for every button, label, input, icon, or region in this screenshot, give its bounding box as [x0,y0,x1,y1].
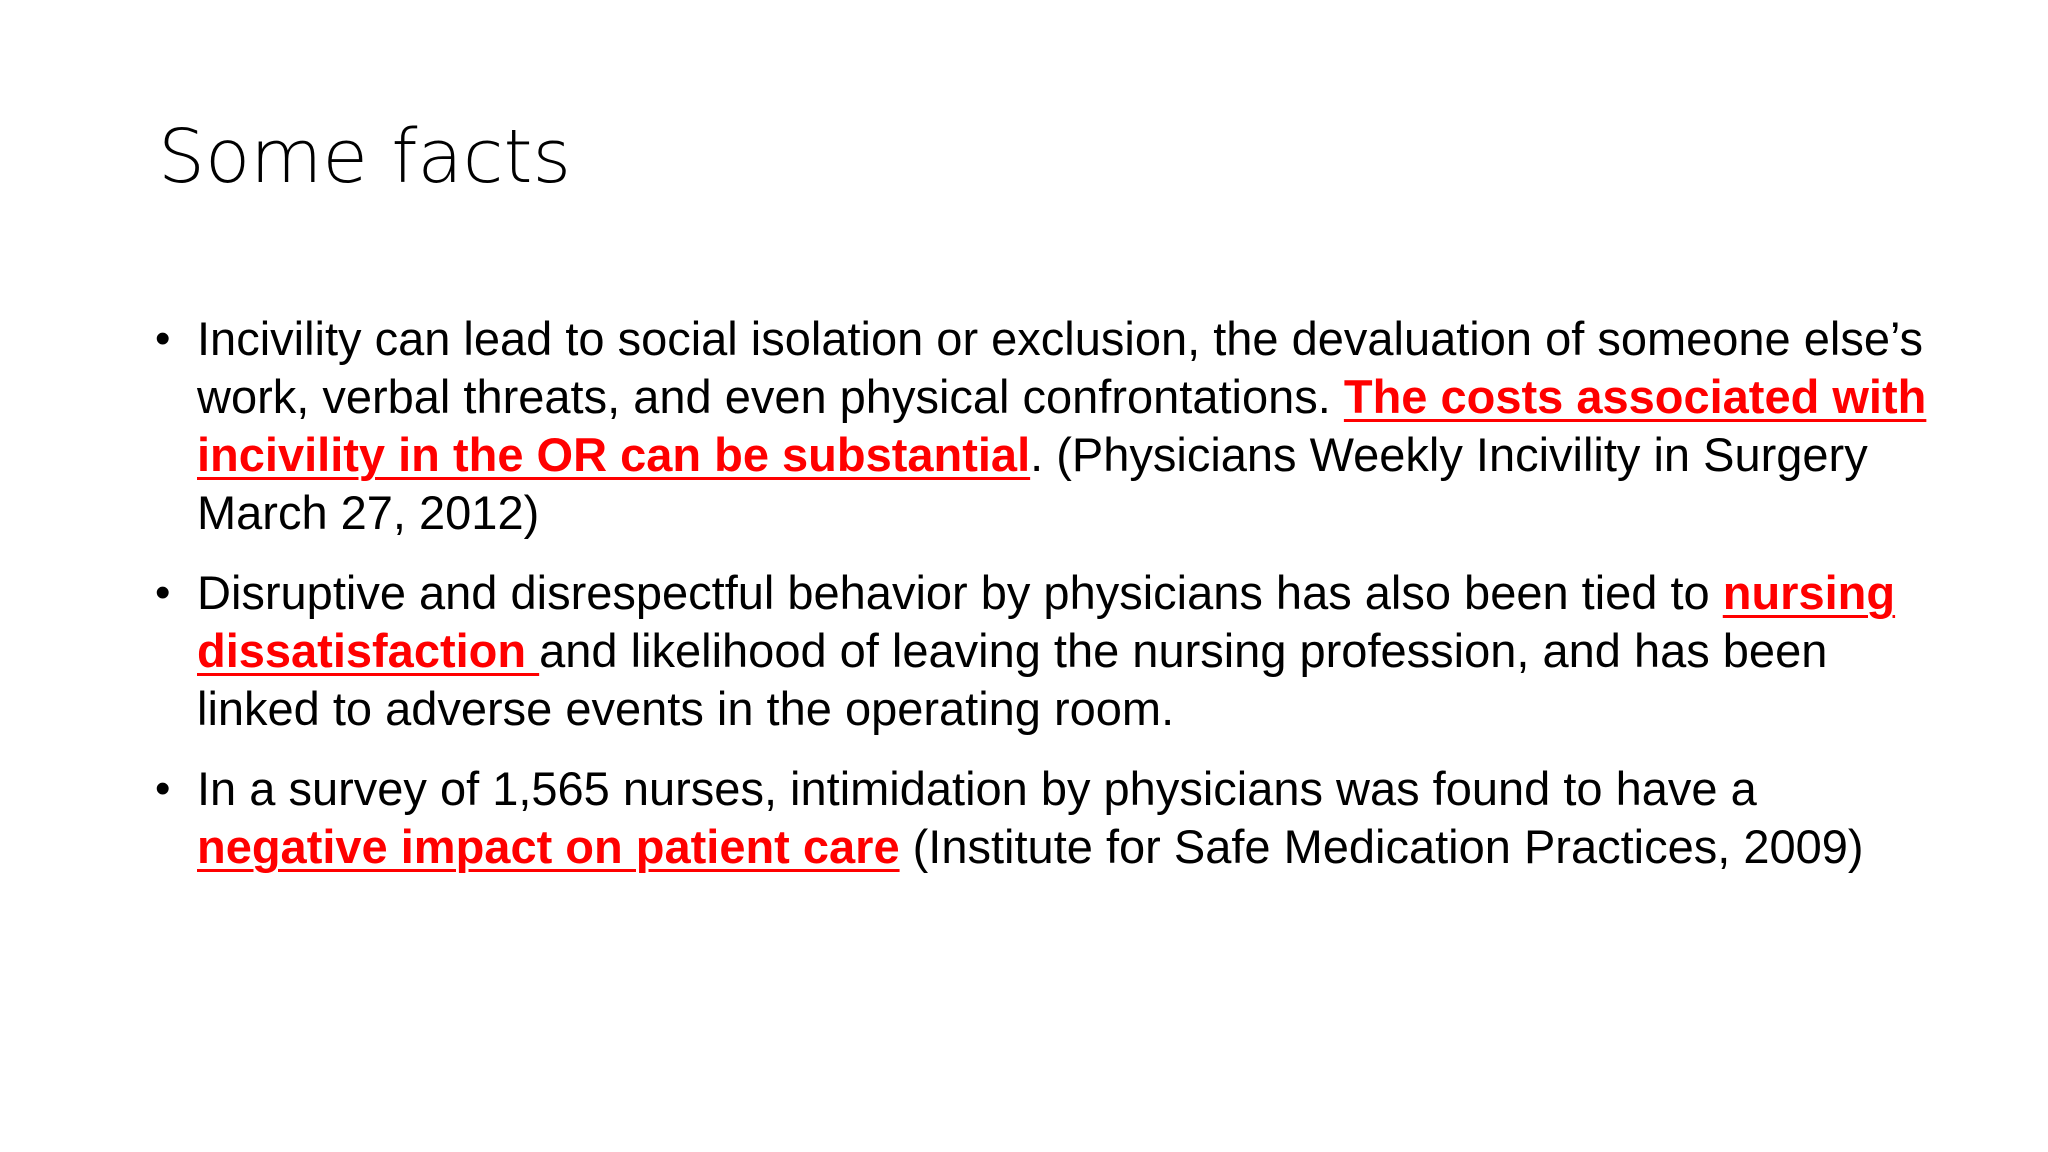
bullet-2-highlight: nursing dissatisfaction [197,566,1896,677]
bullet-3-highlight: negative impact on patient care [197,820,900,873]
bullet-item-2 [155,564,1955,738]
bullet-1-highlight: The costs associated with incivility in the OR can be substantial [197,370,1927,481]
bullet-2-text-after: and likelihood of leaving the nursing profession, and has been linked to adverse events in the operating room. [197,624,1828,735]
bullet-dot-icon: • [155,764,171,813]
bullet-dot-icon: • [155,568,171,617]
bullet-1-text-after: . (Physicians Weekly Incivility in Surgery March 27, 2012) [197,428,1868,539]
slide-title: Some facts [158,114,572,200]
bullet-3-text-after: (Institute for Safe Medication Practices, 2009) [899,820,1864,873]
bullet-3-text-before: In a survey of 1,565 nurses, intimidation by physicians was found to have a [197,762,1757,815]
bullet-dot-icon: • [155,314,171,363]
bullet-1-text-before: Incivility can lead to social isolation or exclusion, the devaluation of someone else’s work, verbal threats, and even physical confrontations. [197,312,1924,423]
bullet-2-text-before: Disruptive and disrespectful behavior by physicians has also been tied to [197,566,1723,619]
bullet-item-1 [155,310,1955,542]
bullet-item-3 [155,760,1955,876]
bullet-list [155,310,1955,898]
